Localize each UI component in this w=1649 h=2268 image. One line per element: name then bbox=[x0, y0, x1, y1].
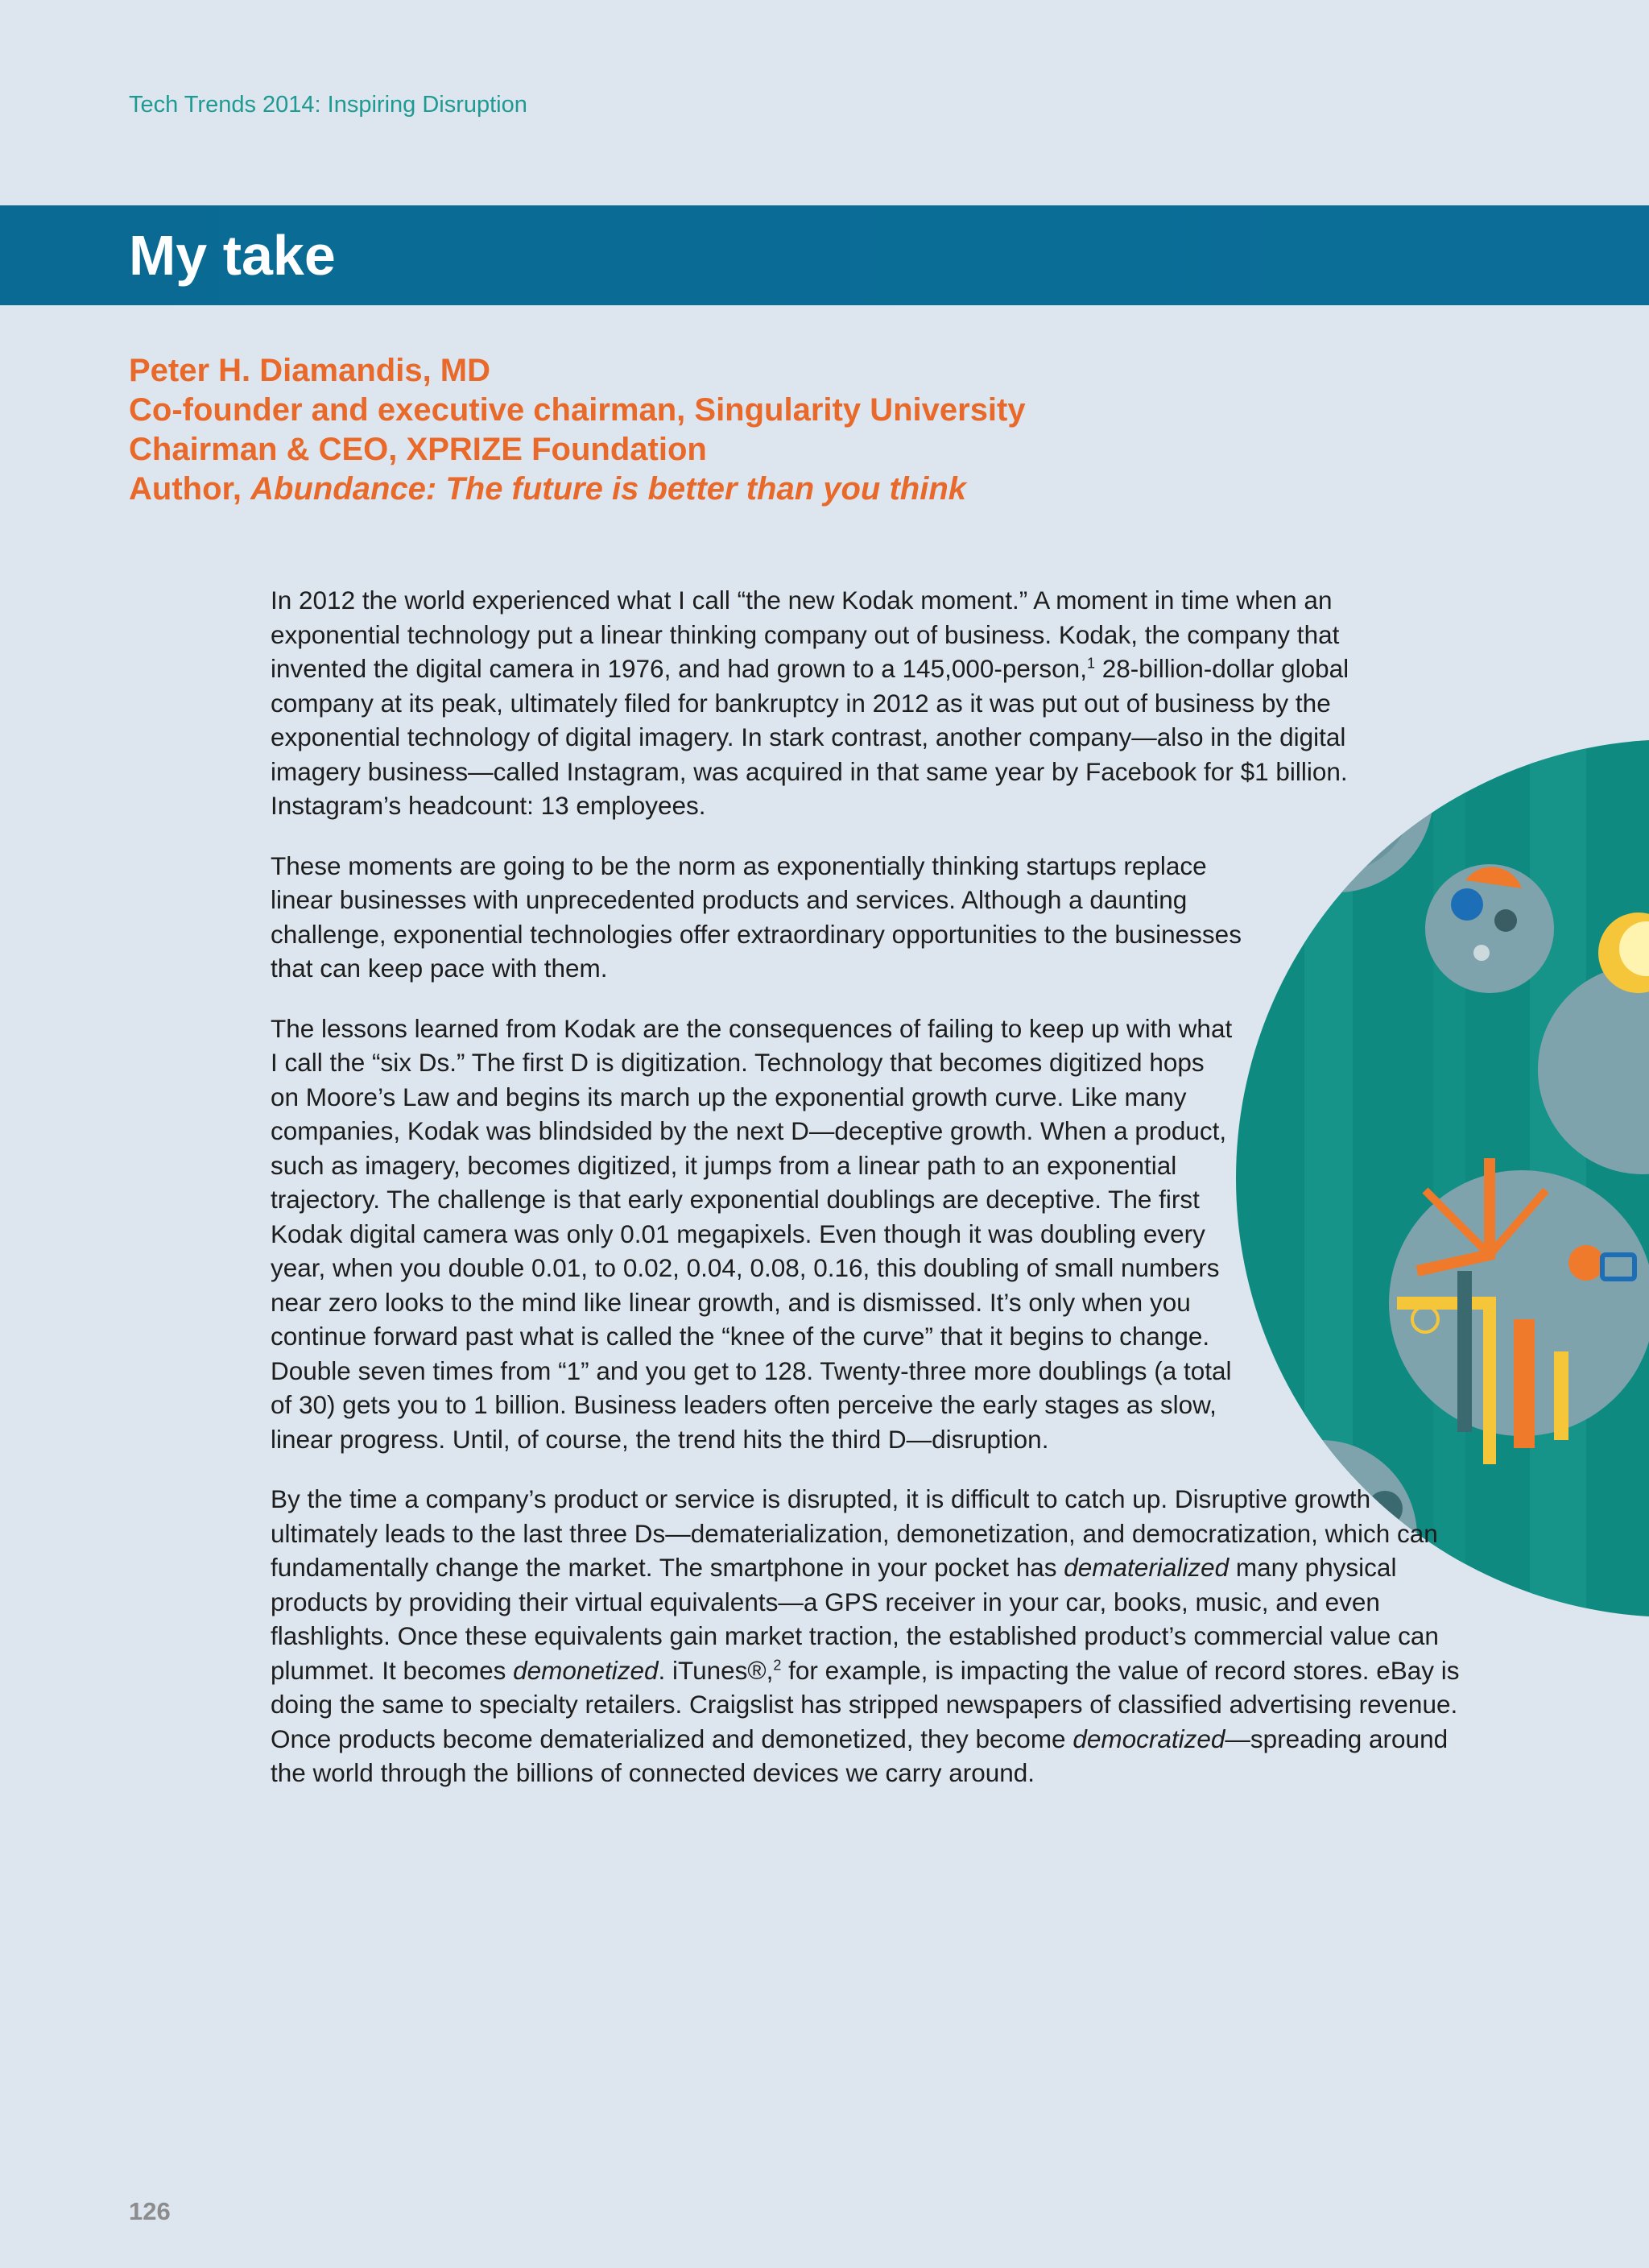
author-role-3-prefix: Author, bbox=[129, 471, 251, 507]
paragraph-4 bbox=[271, 1482, 1462, 1790]
article-body bbox=[271, 583, 1462, 1816]
section-banner bbox=[0, 205, 1649, 305]
paragraph-4-text-e: —spreading around the world through the billions of connected devices we carry around. bbox=[271, 1724, 1449, 1787]
paragraph-4-text-c: . iTunes®, bbox=[658, 1655, 774, 1685]
emphasis-dematerialized: dematerialized bbox=[1064, 1553, 1230, 1582]
emphasis-demonetized: demonetized bbox=[513, 1655, 659, 1685]
paragraph-4-text-b: many physical products by providing their virtual equivalents—a GPS receiver in your car, books, music, and even flashlights. Once these equivalents gain market traction, the established product’s commercial value can plummet. It becomes bbox=[271, 1553, 1439, 1685]
page-number: 126 bbox=[129, 2197, 171, 2225]
book-title: Abundance: The future is better than you think bbox=[250, 471, 967, 507]
author-role-3 bbox=[129, 470, 1026, 509]
paragraph-1-text-a: In 2012 the world experienced what I call “the new Kodak moment.” A moment in time when an exponential technology put a linear thinking company out of business. Kodak, the company that invented the digital camera in 1976, and had grown to a 145,000-person, bbox=[271, 586, 1340, 683]
paragraph-1-text-b: 28-billion-dollar global company at its peak, ultimately filed for bankruptcy in 2012 as it was put out of business by the exponential technology of digital imagery. In stark contrast, another company—also in the digital imagery business—called Instagram, was acquired in that same year by Facebook for $1 billion. Instagram’s headcount: 13 employees. bbox=[271, 654, 1349, 820]
author-name: Peter H. Diamandis, MD bbox=[129, 353, 491, 388]
running-header: Tech Trends 2014: Inspiring Disruption bbox=[129, 92, 527, 118]
footnote-ref-1: 1 bbox=[1086, 655, 1095, 672]
author-block bbox=[129, 351, 1026, 509]
footnote-ref-2: 2 bbox=[773, 1657, 782, 1673]
paragraph-3: The lessons learned from Kodak are the consequences of failing to keep up with what I call the “six Ds.” The first D is digitization. Technology that becomes digitized hops on Moore’s Law and begins its march up the exponential growth curve. Like many companies, Kodak was blindsided by the next D—deceptive growth. When a product, such as imagery, becomes digitized, it jumps from a linear path to an exponential trajectory. The challenge is that early exponential doublings are deceptive. The first Kodak digital camera was only 0.01 megapixels. Even though it was doubling every year, when you double 0.01, to 0.02, 0.04, 0.08, 0.16, this doubling of small numbers near zero looks to the mind like linear growth, and is dismissed. It’s only when you continue forward past what is called the “knee of the curve” that it begins to change. Double seven times from “1” and you get to 128. Twenty-three more doublings (a total of 30) gets you to 1 billion. Business leaders often perceive the early stages as slow, linear progress. Until, of course, the trend hits the third D—disruption. bbox=[271, 1013, 1233, 1454]
author-role-1: Co-founder and executive chairman, Singularity University bbox=[129, 392, 1026, 428]
paragraph-4-text-d: for example, is impacting the value of record stores. eBay is doing the same to specialty retailers. Craigslist has stripped newspapers of classified advertising revenue. Once products become dematerialized and demonetized, they become bbox=[271, 1655, 1460, 1753]
paragraph-1 bbox=[271, 583, 1430, 823]
section-title: My take bbox=[129, 224, 336, 287]
paragraph-4-text-a: By the time a company’s product or service is disrupted, it is difficult to catch up. Disruptive growth ultimately leads to the last three Ds—dematerialization, demonetization, and democratization, which can fundamentally change the market. The smartphone in your pocket has bbox=[271, 1484, 1438, 1582]
paragraph-2: These moments are going to be the norm as exponentially thinking startups replace linear businesses with unprecedented products and services. Although a daunting challenge, exponential technologies offer extraordinary opportunities to the businesses that can keep pace with them. bbox=[271, 850, 1242, 983]
emphasis-democratized: democratized bbox=[1072, 1724, 1225, 1753]
author-role-2: Chairman & CEO, XPRIZE Foundation bbox=[129, 432, 707, 467]
